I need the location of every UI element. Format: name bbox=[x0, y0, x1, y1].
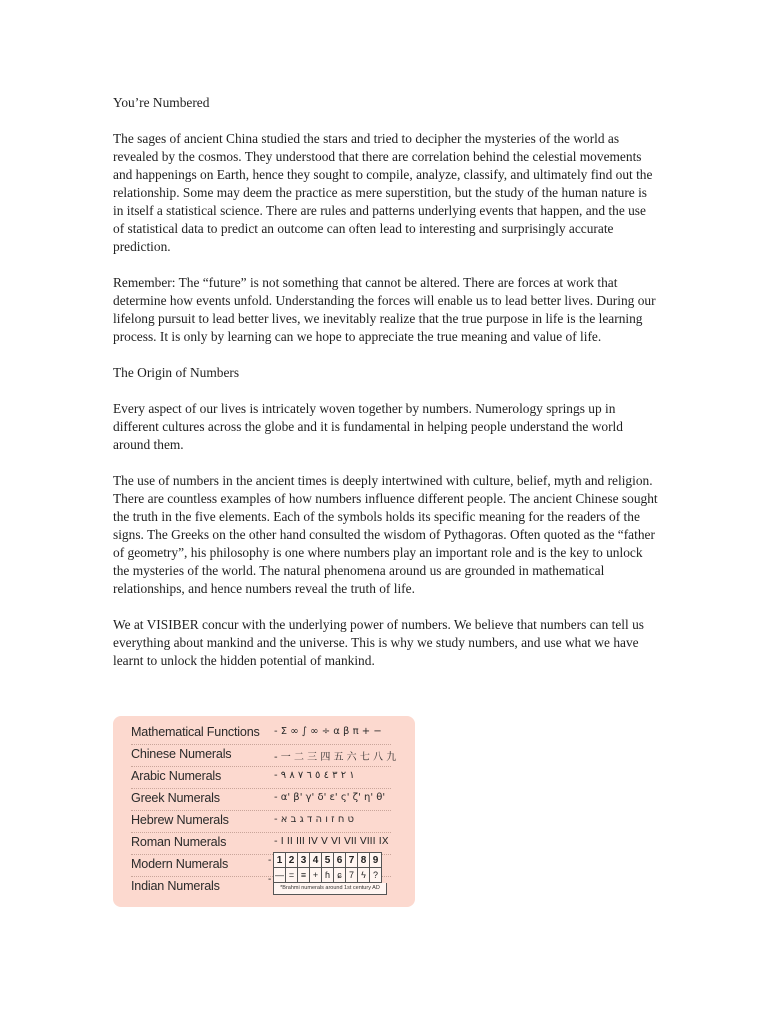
section-paragraph: The use of numbers in the ancient times is deeply intertwined with culture, belief, myth and religion. There are countless examples of how numbers influence different people. The ancient Chinese sought the truth in the five elements. Each of the symbols holds its specific meaning for the readers of the signs. The Greeks on the other hand consulted the wisdom of Pythagoras. Often quoted as the “father of geometry”, his philosophy is one where numbers play an important role and is the key to unlock the mysteries of the world. The natural phenomena around us are grounded in mathematical relationships, and hence numbers reveal the truth of life. bbox=[113, 473, 658, 596]
numeral-row bbox=[131, 810, 391, 833]
numeral-label: Mathematical Functions bbox=[131, 725, 260, 739]
table-footnote: *Brahmi numerals around 1st century AD bbox=[273, 883, 387, 895]
section-paragraph: Every aspect of our lives is intricately woven together by numbers. Numerology springs up in different cultures across the globe and it is fundamental in helping people understand the world around them. bbox=[113, 401, 623, 452]
numeral-symbols: - ט ח ז ו ה ד ג ב א bbox=[274, 814, 355, 825]
digit-cell: 3 bbox=[298, 853, 310, 868]
digit-cell: 1 bbox=[274, 853, 286, 868]
document-body bbox=[113, 94, 658, 688]
digit-cell: ɕ bbox=[334, 868, 346, 883]
digit-cell: ≡ bbox=[298, 868, 310, 883]
modern-digits-row bbox=[274, 853, 382, 868]
numeral-symbols: - 一 二 三 四 五 六 七 八 九 bbox=[274, 752, 397, 763]
numeral-label: Modern Numerals bbox=[131, 857, 229, 871]
digit-cell: 6 bbox=[334, 853, 346, 868]
numeral-symbols: - Σ ∞ ∫ ∞ ÷ α β π + − bbox=[274, 726, 382, 737]
numeral-row bbox=[131, 788, 391, 811]
digit-cell: ϟ bbox=[358, 868, 370, 883]
digit-cell: 7 bbox=[346, 853, 358, 868]
numeral-row bbox=[131, 766, 391, 789]
digit-cell: = bbox=[286, 868, 298, 883]
digit-cell: 9 bbox=[370, 853, 382, 868]
numeral-label: Hebrew Numerals bbox=[131, 813, 229, 827]
numeral-label: Indian Numerals bbox=[131, 879, 220, 893]
numeral-symbols: - I II III IV V VI VII VIII IX bbox=[274, 836, 389, 847]
digit-comparison-table bbox=[273, 852, 387, 895]
digit-cell: 8 bbox=[358, 853, 370, 868]
numeral-row bbox=[131, 744, 397, 767]
numeral-label: Arabic Numerals bbox=[131, 769, 222, 783]
numeral-label: Greek Numerals bbox=[131, 791, 220, 805]
dash-marker: - bbox=[268, 855, 272, 866]
numeral-symbols: - α' β' γ' δ' ε' ς' ζ' η' θ' bbox=[274, 792, 386, 803]
numeral-label: Chinese Numerals bbox=[131, 747, 232, 761]
digit-cell: 2 bbox=[286, 853, 298, 868]
digit-cell: 7 bbox=[346, 868, 358, 883]
indian-digits-row bbox=[274, 868, 382, 883]
digit-cell: ? bbox=[370, 868, 382, 883]
section-heading: The Origin of Numbers bbox=[113, 365, 240, 380]
page-title: You’re Numbered bbox=[113, 95, 210, 110]
digit-cell: 5 bbox=[322, 853, 334, 868]
intro-paragraph: The sages of ancient China studied the stars and tried to decipher the mysteries of the world as revealed by the cosmos. They understood that there are correlation behind the celestial movements and happenings on Earth, hence they sought to compile, analyze, classify, and ultimately find out the relationship. Some may deem the practice as mere superstition, but the study of the human nature is in itself a statistical science. There are rules and patterns underlying events that happen, and the use of statistical data to predict an outcome can often lead to interesting and surprisingly accurate prediction. bbox=[113, 131, 653, 254]
numeral-row bbox=[131, 722, 391, 745]
numeral-label: Roman Numerals bbox=[131, 835, 227, 849]
intro-paragraph: Remember: The “future” is not something that cannot be altered. There are forces at work that determine how events unfold. Understanding the forces will enable us to lead better lives. During our lifelong pursuit to lead better lives, we inevitably realize that the true purpose in life is the learning process. It is only by learning can we hope to appreciate the true meaning and value of life. bbox=[113, 275, 656, 344]
numerals-chart-image bbox=[113, 716, 415, 907]
numeral-symbols: - ١ ٢ ٣ ٤ ٥ ٦ ٧ ٨ ٩ bbox=[274, 770, 355, 781]
digit-cell: + bbox=[310, 868, 322, 883]
section-paragraph: We at VISIBER concur with the underlying power of numbers. We believe that numbers can tell us everything about mankind and the universe. This is why we study numbers, and use what we have learnt to unlock the hidden potential of mankind. bbox=[113, 617, 644, 668]
digit-cell: — bbox=[274, 868, 286, 883]
digit-cell: 4 bbox=[310, 853, 322, 868]
dash-marker: - bbox=[268, 874, 272, 885]
digit-cell: ɦ bbox=[322, 868, 334, 883]
